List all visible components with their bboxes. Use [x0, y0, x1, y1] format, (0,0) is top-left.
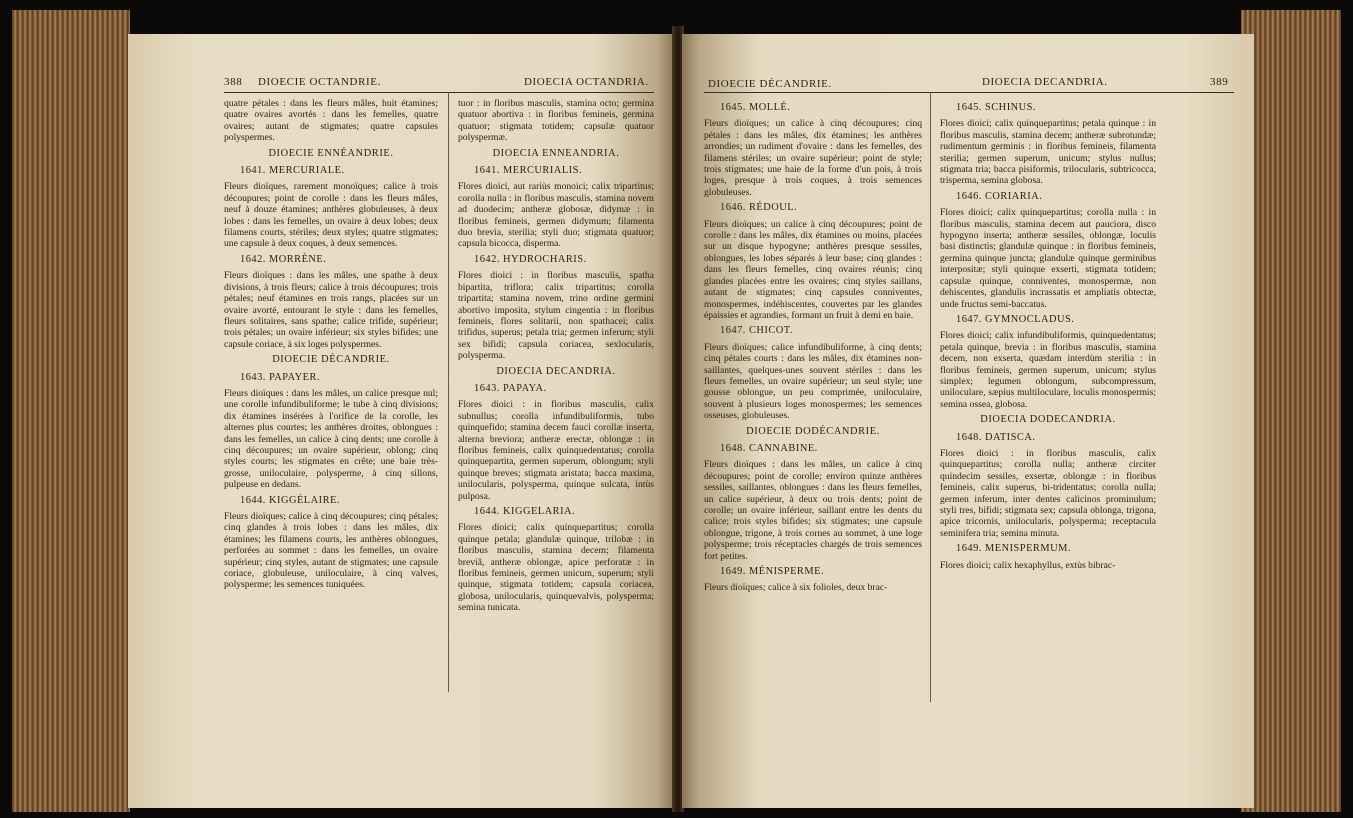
- genus-heading: 1644. KIGGELARIA.: [474, 506, 576, 517]
- genus-heading: 1646. RÉDOUL.: [720, 202, 798, 214]
- paragraph: Fleurs dioïques; un calice à cinq découpures; point de corolle : dans les mâles, dix étamines ou moins, placées sur un disque hypogyne; anthères presque sessiles, oblongues, les lobes séparés à leur base; cinq glandes : dans les fleurs femelles, cinq ovaires réunis; cinq glandes placées entre les ovaires; cinq styles saillans, autant de stigmates; cinq capsules conniventes, monospermes, indéhiscentes, couvertes par les glandes épaissies et agrandies, formant un fruit à demi en baie.: [704, 218, 922, 321]
- genus-heading: 1648. CANNABINE.: [720, 442, 818, 454]
- paragraph: Flores dioici; calix infundibuliformis, quinquedentatus; petala quinque, brevia : in floribus masculis, stamina decem, non exserta, quædam interdùm sterilia : in floribus femineis, germen superum, unicum; stylus simplex; legumen oblongum, subcompressum, uniloculare, sæpius multiloculare, loculis monospermis; semina ossea, globosa.: [940, 330, 1156, 410]
- paragraph: Flores dioici : in floribus masculis, calix subnullus; corolla infundibuliformis, tubo quinquefido; stamina decem fauci corollæ inserta, alterna breviora; antheræ erectæ, oblongæ : in floribus femineis, calix quinquedentatus; corolla quinquepartita, germen superum, oblongum; styli quinque breves; stigmata aristata; bacca maxima, unilocularis, polysperma, quinque sulcata, intùs pulposa.: [458, 399, 654, 502]
- left-page-edges: [12, 10, 130, 812]
- genus-heading: 1642. MORRÈNE.: [240, 253, 327, 265]
- paragraph: Fleurs dioïques : dans les mâles, un calice presque nul; une corolle infundibuliforme; le tube à cinq divisions; dix étamines insérées à l'orifice de la corolle, les alternes plus courtes; les anthères droites, oblongues : dans les femelles, un calice à cinq dents; une corolle à cinq découpures; un ovaire supérieur, oblong; cinq styles courts; les stigmates en crête; une baie très-grosse, uniloculaire, polysperme, à cinq sillons, pulpeuse en dedans.: [224, 387, 438, 491]
- genus-heading: 1647. CHICOT.: [720, 325, 793, 337]
- genus-heading: 1644. KIGGÉLAIRE.: [240, 494, 340, 506]
- genus-heading: 1649. MÉNISPERME.: [720, 566, 825, 578]
- right-latin-column: [940, 98, 1156, 574]
- genus-heading: 1642. HYDROCHARIS.: [474, 253, 587, 265]
- paragraph: Flores dioici : in floribus masculis, spatha bipartita, triflora; calix tripartitus; corolla tripartita; stamina novem, trino ordine germini abortivo imposita, stylum cingentia : in floribus femineis, flores solitarii, non spathacei; calix trifidus, superus; petala tria; germen inferum; styli sex bifidi; capsula coriacea, sexlocularis, polysperma.: [458, 270, 654, 362]
- left-latin-column: [458, 98, 654, 617]
- right-header-fr: DIOECIE DÉCANDRIE.: [708, 78, 832, 90]
- paragraph: Flores dioici : in floribus masculis, calix quinquepartitus; corolla nulla; antheræ circiter quindecim sessiles, exsertæ, oblongæ : in floribus femineis, calix superus, bi-tridentatus; corolla nulla; germen inferum, inter dentes calicinos prominulum; styli tres, bifidi; stigmata sex; capsula oblonga, trigona, apice tricornis, unilocularis, polysperma; receptacula seminifera tria; semina minuta.: [940, 447, 1156, 539]
- paragraph: Fleurs dioïques; un calice à cinq découpures; cinq pétales : dans les mâles, dix étamines; les anthères arrondies; un rudiment d'ovaire : dans les femelles, des filamens stériles; un ovaire supérieur; point de style; trois stigmates; une baie de la forme d'un pois, à trois loges, presque à trois coques, à trois semences globuleuses.: [704, 118, 922, 198]
- section-heading: DIOECIE DÉCANDRIE.: [272, 354, 390, 366]
- genus-heading: 1643. PAPAYER.: [240, 371, 321, 383]
- genus-heading: 1647. GYMNOCLADUS.: [956, 313, 1075, 325]
- paragraph: Fleurs dioïques : dans les mâles, une spathe à deux divisions, à trois fleurs; calice à trois découpures; trois pétales; neuf étamines en trois rangs, placées sur un ovaire avorté, entourant le style : dans les femelles, fleurs solitaires, sans spathe; calice trifide, supérieur; trois pétales; un ovaire inférieur; six styles bifides; une capsule coriace, à six loges polyspermes.: [224, 270, 438, 350]
- paragraph: Flores dioici, aut rariùs monoici; calix tripartitus; corolla nulla : in floribus masculis, stamina novem ad duodecim; antheræ globosæ, didymæ : in floribus femineis, germen didymum; filamenta duo brevia, sterilia; styli duo; stigmata quatuor; capsula bicocca, disperma.: [458, 181, 654, 250]
- right-french-column: [704, 98, 922, 597]
- section-heading: DIOECIA ENNEANDRIA.: [492, 147, 620, 159]
- right-page-number: 389: [1210, 76, 1229, 88]
- right-header-la: DIOECIA DECANDRIA.: [982, 76, 1108, 88]
- section-heading: DIOECIA DODECANDRIA.: [980, 414, 1116, 426]
- genus-heading: 1646. CORIARIA.: [956, 190, 1043, 202]
- paragraph: Flores dioici; calix quinquepartitus; corolla quinque petala; glandulæ quinque, trilobæ : in floribus masculis, stamina decem; filamenta breviâ, antheræ oblongæ, apice perforatæ : in floribus femineis, germen unicum, superum; styli quinque, stigmata totidem; capsula coriacea, globosa, unilocularis, quinquevalvis, polysperma; semina tunicata.: [458, 522, 654, 614]
- paragraph: tuor : in floribus masculis, stamina octo; germina quatuor abortiva : in floribus femineis, germina quatuor; stigmata totidem; capsulæ quatuor polyspermæ.: [458, 98, 654, 144]
- left-header-fr: DIOECIE OCTANDRIE.: [258, 76, 381, 88]
- section-heading: DIOECIA DECANDRIA.: [496, 365, 616, 377]
- left-header-la: DIOECIA OCTANDRIA.: [524, 76, 649, 88]
- paragraph: Fleurs dioïques; calice à cinq découpures; cinq pétales; cinq glandes à trois lobes : dans les mâles, dix étamines; les filamens courts, les anthères oblongues, perforées au sommet : dans les femelles, un ovaire supérieur; cinq styles, autant de stigmates; une capsule coriace, globuleuse, uniloculaire, à cinq valves, polysperme; les semences tuniquées.: [224, 511, 438, 591]
- left-header-rule: [224, 92, 654, 93]
- genus-heading: 1645. MOLLÉ.: [720, 102, 791, 113]
- left-page: [128, 34, 674, 808]
- paragraph: Flores dioici; calix quinquepartitus; corolla nulla : in floribus masculis, stamina decem aut pauciora, disco hypogyno inserta; antheræ sessiles, oblongæ, loculis basi distinctis; glandulæ quinque : in floribus femineis, germina quinque juncta; glandulæ quinque germinibus interpositæ; styli quinque exserti, stigmata totidem; capsulæ quinque, conniventes, monospermæ, non dehiscentes, glandulis incrassatis et ampliatis obtectæ, unde fructus semi-baccatus.: [940, 207, 1156, 310]
- genus-heading: 1648. DATISCA.: [956, 431, 1036, 443]
- right-column-divider: [930, 92, 931, 702]
- paragraph: Fleurs dioïques; calice infundibuliforme, à cinq dents; cinq pétales courts : dans les mâles, dix étamines non-saillantes, quelques-unes souvent stériles : dans les fleurs femelles, un ovaire supérieur; un seul style; une gousse oblongue, un peu comprimée, uniloculaire, souvent à plusieurs loges monospermes; les semences osseuses, globuleuses.: [704, 341, 922, 422]
- left-column-divider: [448, 92, 449, 692]
- paragraph: quatre pétales : dans les fleurs mâles, huit étamines; quatre ovaires avortés : dans les femelles, quatre ovaires; autant de stigmates; quatre capsules polyspermes.: [224, 98, 438, 144]
- genus-heading: 1641. MERCURIALIS.: [474, 165, 583, 177]
- paragraph: Flores dioici; calix quinquepartitus; petala quinque : in floribus masculis, stamina decem; antheræ subrotundæ; rudimentum germinis : in floribus femineis, filamenta sterilia; germen superum, unicum; stylus nullus; stigmata tria; bacca pisiformis, trilocularis, subtricocca, trisperma, semina globosa.: [940, 118, 1156, 187]
- paragraph: Fleurs dioïques, rarement monoïques; calice à trois découpures; point de corolle : dans les fleurs mâles, neuf à douze étamines; anthères globuleuses, à deux lobes : dans les femelles, un ovaire à deux lobes; deux filamens courts, stériles; deux styles; quatre stigmates; une capsule à deux coques, à deux semences.: [224, 181, 438, 250]
- section-heading: DIOECIE DODÉCANDRIE.: [746, 425, 880, 437]
- paragraph: Flores dioici; calix hexaphyllus, extùs bibrac-: [940, 559, 1116, 571]
- left-page-number: 388: [224, 76, 243, 88]
- right-page-edges: [1241, 10, 1341, 812]
- section-heading: DIOECIE ENNÉANDRIE.: [268, 147, 394, 159]
- genus-heading: 1643. PAPAYA.: [474, 382, 547, 394]
- paragraph: Fleurs dioïques : dans les mâles, un calice à cinq découpures; point de corolle; environ quinze anthères sessiles, saillantes, oblongues : dans les fleurs femelles, un calice supérieur, à deux ou trois dents; point de corolle; un ovaire inférieur, saillant entre les dents du calice; trois styles bifides; six stigmates; une capsule oblongue, trigone, à trois cornes au sommet, à une loge polysperme; trois réceptacles chargés de trois semences fort petites.: [704, 459, 922, 562]
- paragraph: Fleurs dioïques; calice à six folioles, deux brac-: [704, 582, 888, 594]
- genus-heading: 1645. SCHINUS.: [956, 102, 1037, 113]
- right-page: [682, 34, 1254, 808]
- genus-heading: 1641. MERCURIALE.: [240, 165, 345, 177]
- left-french-column: [224, 98, 438, 594]
- genus-heading: 1649. MENISPERMUM.: [956, 543, 1071, 555]
- right-header-rule: [704, 92, 1234, 93]
